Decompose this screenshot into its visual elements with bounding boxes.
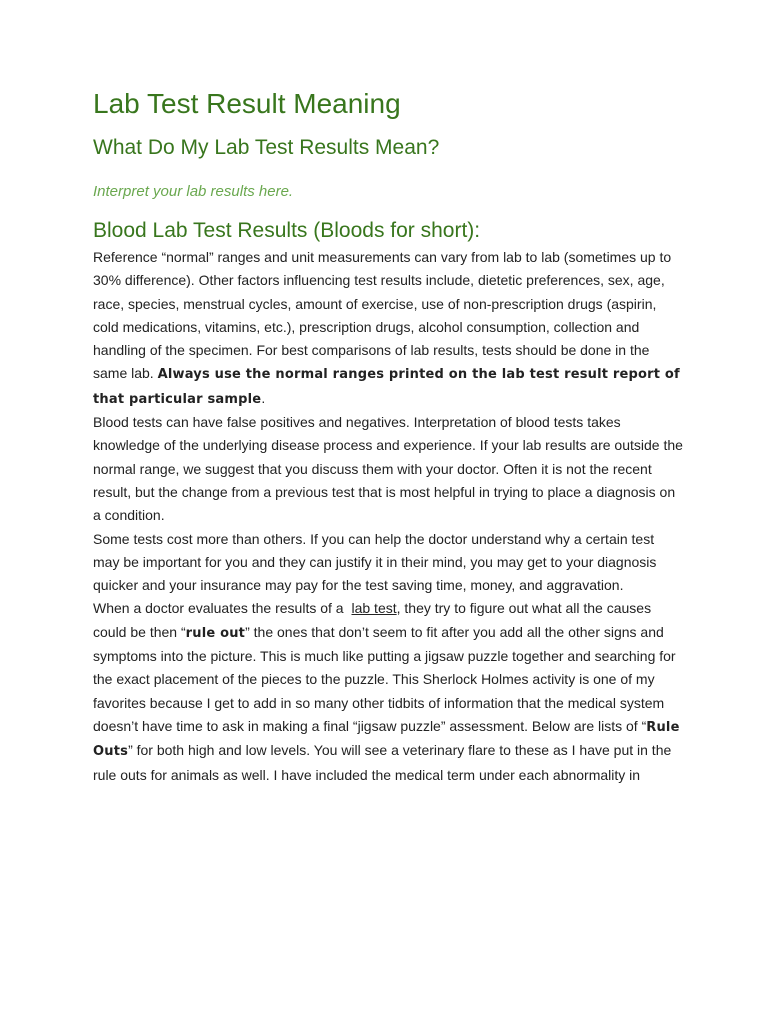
paragraph-rule-outs xyxy=(93,597,683,786)
paragraph-reference-ranges xyxy=(93,246,683,411)
bold-rule-out: rule out xyxy=(185,625,246,641)
bold-rule-outs: Rule Outs xyxy=(93,719,680,760)
paragraph-text-end: . xyxy=(261,389,266,406)
bold-emphasis: Always use the normal ranges printed on the lab test result report of that particular sample xyxy=(93,367,680,407)
section-heading-blood: Blood Lab Test Results (Bloods for short): xyxy=(93,219,481,242)
page-subheading: What Do My Lab Test Results Mean? xyxy=(93,136,440,159)
page-title: Lab Test Result Meaning xyxy=(93,88,401,119)
paragraph-text: Reference “normal” ranges and unit measurements can vary from lab to lab (sometimes up to 30% difference). Other factors influencing test results include, dietetic preferences, sex, age, race, species, menstrual cycles, amount of exercise, use of non-prescription drugs (aspirin, cold medications, vitamins, etc.), prescription drugs, alcohol consumption, collection and handling of the specimen. For best comparisons of lab results, tests should be done in the same lab. xyxy=(93,249,672,382)
paragraph-text: ” for both high and low levels. You will see a veterinary flare to these as I have put in the rule outs for animals as well. I have included the medical term under each abnormality in xyxy=(93,742,672,783)
tagline: Interpret your lab results here. xyxy=(93,183,294,200)
paragraph-text: , they try to figure out what all the causes could be then “ xyxy=(93,600,652,640)
paragraph-text: When a doctor evaluates the results of a xyxy=(93,600,348,617)
paragraph-false-positives: Blood tests can have false positives and negatives. Interpretation of blood tests takes knowledge of the underlying disease process and experience. If your lab results are outside the normal range, we suggest that you discuss them with your doctor. Often it is not the recent result, but the change from a previous test that is most helpful in trying to place a diagnosis on a condition. xyxy=(93,414,683,524)
paragraph-text: ” the ones that don’t seem to fit after you add all the other signs and symptoms into the picture. This is much like putting a jigsaw puzzle together and searching for the exact placement of the pieces to the puzzle. This Sherlock Holmes activity is one of my favorites because I get to add in so many other tidbits of information that the medical system doesn’t have time to ask in making a final “jigsaw puzzle” assessment. Below are lists of “ xyxy=(93,623,676,734)
document-content xyxy=(93,82,683,787)
paragraph-test-costs: Some tests cost more than others. If you can help the doctor understand why a certain test may be important for you and they can justify it in their mind, you may get to your diagnosis quicker and your insurance may pay for the test saving time, money, and aggravation. xyxy=(93,530,657,594)
lab-test-link[interactable]: lab test xyxy=(351,600,397,617)
